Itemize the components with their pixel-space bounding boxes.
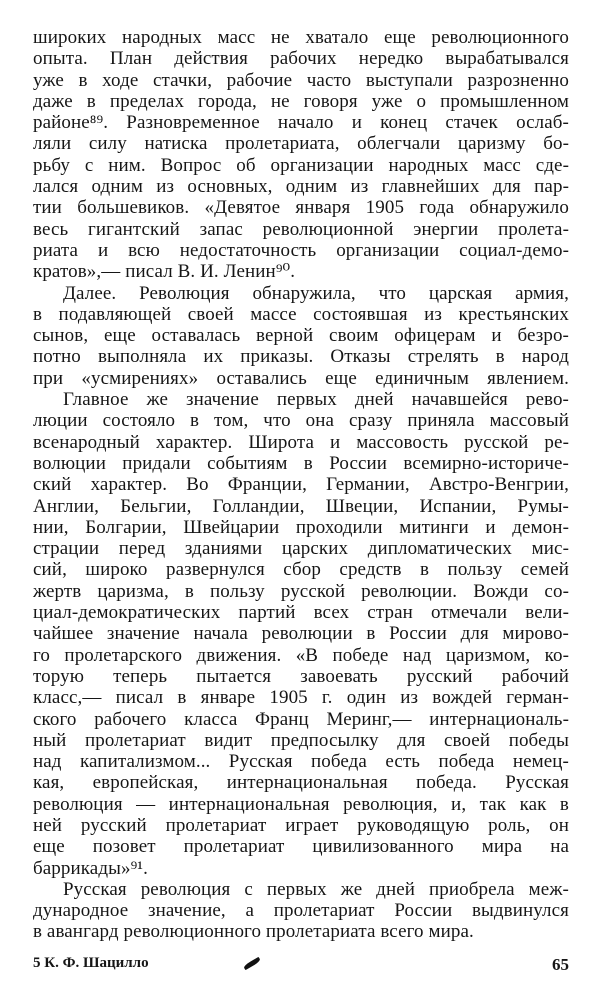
text-line: баррикады»⁹¹. <box>33 857 148 879</box>
body-text <box>33 27 569 943</box>
text-line: Англии, Бельгии, Голландии, Швеции, Испании, Румы- <box>33 495 569 517</box>
text-line: класс,— писал в январе 1905 г. один из вождей герман- <box>33 687 569 709</box>
text-line: широких народных масс не хватало еще революционного <box>33 27 569 48</box>
text-line: всенародный характер. Широта и массовость русской ре- <box>33 431 569 453</box>
text-line: даже в пределах города, не говоря уже о промышленном <box>33 90 569 112</box>
text-line: в авангард революционного пролетариата всего мира. <box>33 921 474 943</box>
text-line: лался одним из основных, одним из главнейших для пар- <box>33 176 569 198</box>
text-line: сий, широко развернулся сбор средств в пользу семей <box>33 559 569 581</box>
text-line: люции состояло в том, что она сразу приняла массовый <box>33 410 569 432</box>
text-line: еще позовет пролетариат цивилизованного мира на <box>33 836 569 858</box>
text-line: кратов»,— писал В. И. Ленин⁹⁰. <box>33 261 296 283</box>
text-line: тии большевиков. «Девятое января 1905 года обнаружило <box>33 197 569 219</box>
text-line: ский характер. Во Франции, Германии, Австро-Венгрии, <box>33 474 569 496</box>
text-line: ный пролетариат видит предпосылку для своей победы <box>33 729 569 751</box>
text-line: в подавляющей своей массе состоявшая из крестьянских <box>33 303 569 325</box>
text-line: Русская революция с первых же дней приобрела меж- <box>63 878 569 900</box>
text-line: страции перед зданиями царских дипломатических мис- <box>33 538 569 560</box>
text-line: сынов, еще оставалась верной своим офицерам и безро- <box>33 325 569 347</box>
text-line: Главное же значение первых дней начавшейся рево- <box>63 389 569 411</box>
text-line: волюции придали событиям в России всемирно-историче- <box>33 452 569 474</box>
page-footer <box>33 955 569 977</box>
text-line: Далее. Революция обнаружила, что царская армия, <box>63 282 569 304</box>
text-line: ней русский пролетариат играет руководящую роль, он <box>33 814 569 836</box>
text-line: рьбу с ним. Вопрос об организации народных масс сде- <box>33 154 569 176</box>
text-line: торую теперь пытается завоевать русский рабочий <box>33 665 569 687</box>
text-line: жертв царизма, в пользу русской революции. Вожди со- <box>33 580 569 602</box>
text-line: опыта. План действия рабочих нередко вырабатывался <box>33 48 569 70</box>
text-line: дународное значение, а пролетариат России выдвинулся <box>33 900 569 922</box>
text-line: кая, европейская, интернациональная победа. Русская <box>33 772 569 794</box>
text-line: риата и всю недостаточность организации социал-демо- <box>33 239 569 261</box>
text-line: циал-демократических партий всех стран отмечали вели- <box>33 602 569 624</box>
page-number: 65 <box>552 955 569 974</box>
text-line: районе⁸⁹. Разновременное начало и конец стачек ослаб- <box>33 112 569 134</box>
text-line: уже в ходе стачки, рабочие часто выступали разрозненно <box>33 69 569 91</box>
text-line: потно выполняла их приказы. Отказы стрелять в народ <box>33 346 569 368</box>
text-line: весь гигантский запас революционной энергии пролета- <box>33 218 569 240</box>
text-line: ского рабочего класса Франц Меринг,— интернациональ- <box>33 708 569 730</box>
text-line: при «усмирениях» оставались еще единичным явлением. <box>33 367 569 389</box>
ink-blot-mark <box>243 957 261 970</box>
text-line: революция — интернациональная революция, и, так как в <box>33 793 569 815</box>
text-line: над капитализмом... Русская победа есть победа немец- <box>33 751 569 773</box>
text-line: нии, Болгарии, Швейцарии проходили митинги и демон- <box>33 516 569 538</box>
text-line: чайшее значение начала революции в России для мирово- <box>33 623 569 645</box>
signature-mark: 5 К. Ф. Шацилло <box>33 955 149 971</box>
text-line: ляли силу натиска пролетариата, облегчали царизму бо- <box>33 133 569 155</box>
text-line: го пролетарского движения. «В победе над царизмом, ко- <box>33 644 569 666</box>
